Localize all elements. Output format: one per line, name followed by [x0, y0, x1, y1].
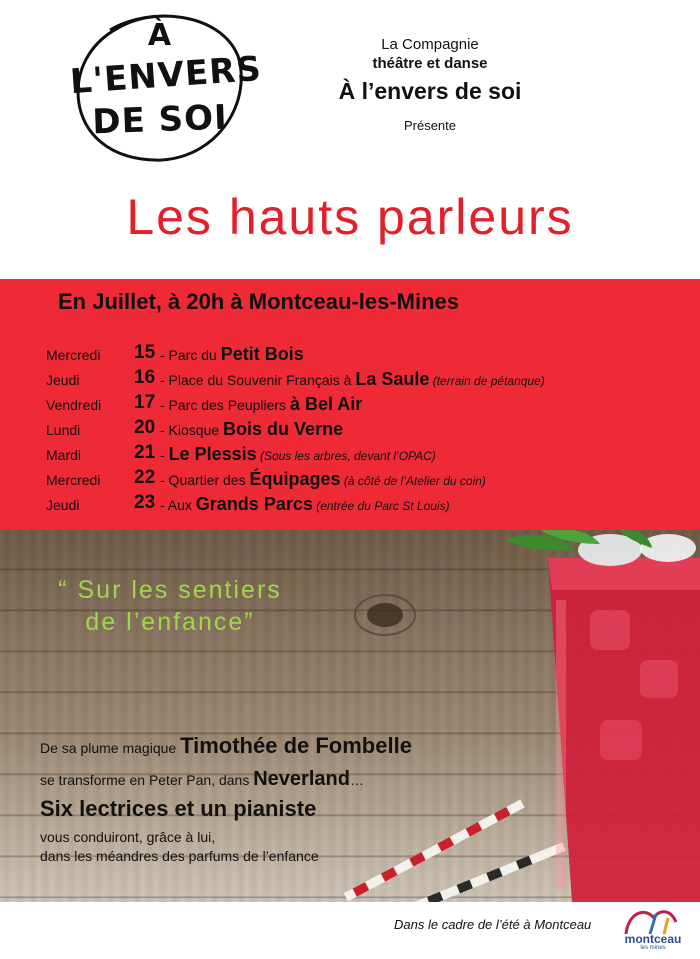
- schedule-day: Mardi: [46, 447, 82, 463]
- presents-label: Présente: [403, 118, 457, 133]
- schedule-place: - Kiosque Bois du Verne: [160, 419, 344, 439]
- company-name: À l’envers de soi: [338, 78, 522, 104]
- schedule-date: 22: [134, 467, 156, 488]
- description-line-4: vous conduiront, grâce à lui,: [40, 829, 216, 845]
- schedule-day: Lundi: [46, 422, 81, 438]
- schedule-row: [0, 490, 700, 515]
- schedule-place: - Aux Grands Parcs (entrée du Parc St Louis): [160, 494, 450, 514]
- schedule-row: [0, 440, 700, 465]
- company-intro: La Compagnie: [381, 36, 479, 53]
- description-line-1: De sa plume magique Timothée de Fombelle: [40, 733, 412, 758]
- schedule-date: 16: [134, 367, 156, 388]
- schedule-row: [0, 365, 700, 390]
- company-type: théâtre et danse: [372, 55, 488, 72]
- schedule-row: [0, 340, 700, 365]
- logo-line-2: L'ENVERS: [68, 48, 264, 103]
- schedule-row: [0, 465, 700, 490]
- schedule-place: - Place du Souvenir Français à La Saule (terrain de pétanque): [160, 369, 545, 389]
- logo-line-3: DE SOI: [91, 97, 229, 143]
- quote-line-2: de l’enfance”: [85, 608, 255, 636]
- show-title: Les hauts parleurs: [126, 189, 574, 245]
- schedule-row: [0, 415, 700, 440]
- montceau-logo: [620, 904, 686, 954]
- schedule-place: - Parc du Petit Bois: [160, 344, 304, 364]
- footer-text: Dans le cadre de l’été à Montceau: [394, 917, 592, 932]
- schedule-row: [0, 390, 700, 415]
- schedule-place: - Quartier des Équipages (à côté de l’Atelier du coin): [160, 469, 486, 489]
- schedule-date: 20: [134, 417, 156, 438]
- drink-photo: [0, 530, 700, 902]
- montceau-logo-subtext: les mines: [640, 945, 666, 951]
- quote-line-1: “ Sur les sentiers: [58, 576, 282, 604]
- company-logo: [68, 8, 264, 168]
- schedule-day: Mercredi: [46, 347, 101, 363]
- description-line-5: dans les méandres des parfums de l’enfance: [40, 848, 319, 864]
- description-line-3: Six lectrices et un pianiste: [40, 796, 317, 821]
- month-line: En Juillet, à 20h à Montceau-les-Mines: [58, 289, 459, 314]
- schedule-day: Jeudi: [46, 497, 80, 513]
- schedule-day: Vendredi: [46, 397, 102, 413]
- schedule-place: - Le Plessis (Sous les arbres, devant l’OPAC): [160, 444, 436, 464]
- schedule-day: Mercredi: [46, 472, 101, 488]
- schedule-date: 15: [134, 342, 156, 363]
- schedule-date: 21: [134, 442, 156, 463]
- montceau-logo-text: montceau: [624, 932, 682, 946]
- description-line-2: se transforme en Peter Pan, dans Neverland…: [40, 768, 364, 790]
- schedule-date: 17: [134, 392, 156, 413]
- schedule-place: - Parc des Peupliers à Bel Air: [160, 394, 363, 414]
- schedule-day: Jeudi: [46, 372, 80, 388]
- logo-line-1: À: [147, 18, 173, 53]
- schedule-date: 23: [134, 492, 156, 513]
